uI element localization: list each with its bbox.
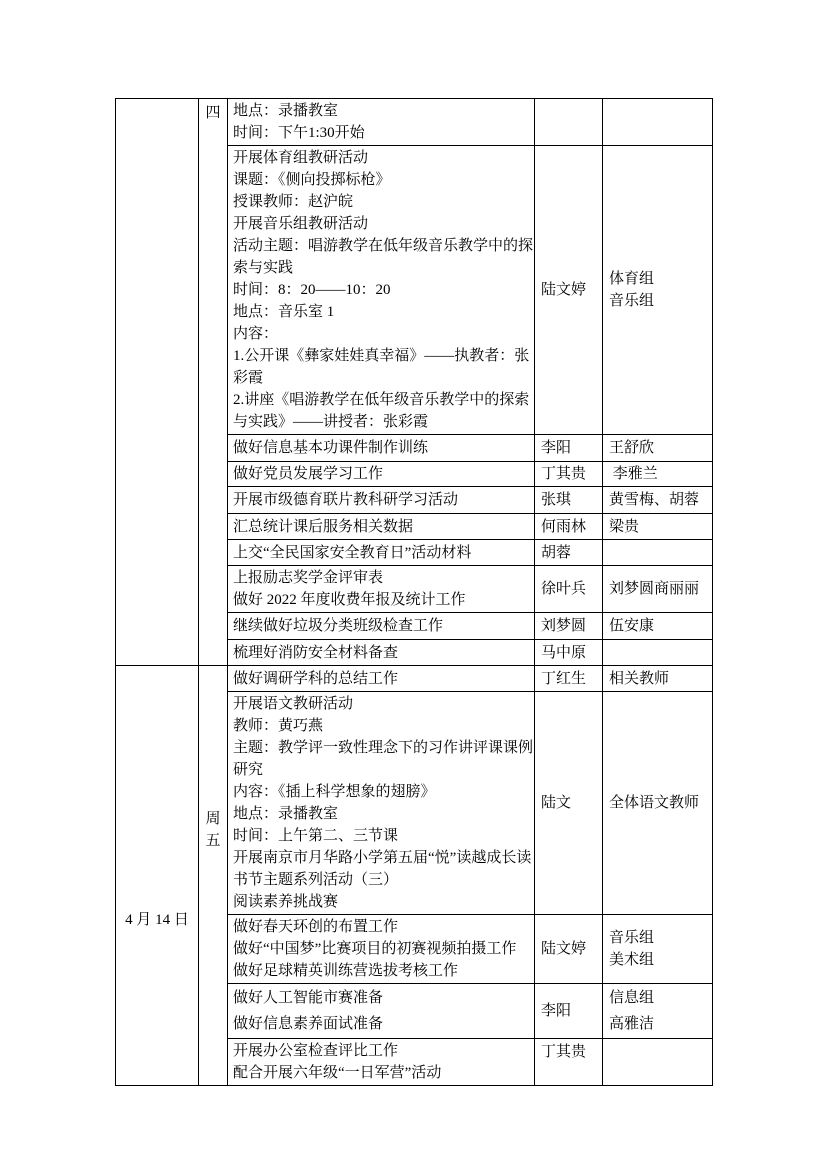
task-line: 内容：《插上科学想象的翅膀》 (233, 784, 436, 800)
task-cell (228, 566, 535, 613)
task-cell (228, 1039, 535, 1086)
task-cell (228, 146, 535, 435)
task-line: 教师：黄巧燕 (233, 718, 324, 734)
task-line: 地点：录播教室 (233, 806, 339, 822)
task-cell (228, 540, 535, 566)
table-row (116, 99, 713, 146)
task-line: 时间：下午1:30开始 (233, 125, 365, 141)
group-line: 信息组 (609, 990, 655, 1006)
task-cell (228, 487, 535, 514)
group-line: 全体语文教师 (609, 795, 700, 811)
weekday-line: 五 (205, 833, 221, 849)
task-line: 活动主题：唱游教学在低年级音乐教学中的探索与实践 (233, 238, 534, 276)
task-line: 上交“全民国家安全教育日”活动材料 (233, 544, 472, 561)
task-line: 1.公开课《彝家娃娃真幸福》——执教者：张彩霞 (233, 348, 530, 386)
task-line: 课题：《侧向投掷标枪》 (233, 172, 391, 188)
task-cell (228, 514, 535, 540)
weekday-line: 四 (205, 105, 221, 121)
group-line: 梁贵 (609, 518, 640, 535)
participant-group-cell (603, 984, 713, 1039)
responsible-person-cell (535, 99, 603, 146)
task-line: 继续做好垃圾分类班级检查工作 (233, 618, 444, 634)
group-line: 美术组 (609, 952, 655, 968)
participant-group-cell (603, 915, 713, 984)
group-line: 李雅兰 (609, 466, 658, 482)
group-line: 黄雪梅、胡蓉 (609, 492, 700, 508)
task-line: 汇总统计课后服务相关数据 (233, 518, 414, 535)
task-cell (228, 435, 535, 462)
participant-group-cell (603, 487, 713, 514)
date-cell (116, 99, 199, 666)
task-line: 做好人工智能市赛准备 (233, 990, 384, 1006)
participant-group-cell (603, 462, 713, 487)
responsible-person-cell: 陆文 (535, 692, 603, 915)
task-line: 时间：8：20——10：20 (233, 282, 391, 298)
task-line: 做好 2022 年度收费年报及统计工作 (233, 592, 466, 608)
participant-group-cell (603, 566, 713, 613)
task-line: 开展南京市月华路小学第五届“悦”读越成长读书节主题系列活动（三） (233, 850, 532, 888)
task-line: 地点：音乐室 1 (233, 304, 335, 320)
participant-group-cell (603, 1039, 713, 1086)
group-line: 体育组 (609, 271, 655, 287)
task-line: 上报励志奖学金评审表 (233, 570, 384, 586)
task-line: 做好信息素养面试准备 (233, 1016, 384, 1032)
schedule-table (115, 98, 713, 1086)
task-line: 做好党员发展学习工作 (233, 466, 384, 482)
task-line: 授课教师：赵沪皖 (233, 194, 354, 210)
task-cell (228, 915, 535, 984)
group-line: 音乐组 (609, 930, 655, 946)
responsible-person-cell: 马中原 (535, 640, 603, 666)
weekday-line: 周 (205, 811, 221, 827)
task-line: 做好调研学科的总结工作 (233, 670, 399, 687)
responsible-person-cell: 张琪 (535, 487, 603, 514)
responsible-person-cell: 李阳 (535, 435, 603, 462)
participant-group-cell (603, 640, 713, 666)
participant-group-cell (603, 613, 713, 640)
participant-group-cell (603, 435, 713, 462)
task-line: 做好“中国梦”比赛项目的初赛视频拍摄工作 (233, 941, 517, 957)
task-cell (228, 613, 535, 640)
task-cell (228, 99, 535, 146)
group-line: 音乐组 (609, 293, 655, 309)
responsible-person-cell: 刘梦圆 (535, 613, 603, 640)
responsible-person-cell: 胡蓉 (535, 540, 603, 566)
group-line: 伍安康 (609, 618, 655, 634)
responsible-person-cell: 丁其贵 (535, 462, 603, 487)
schedule-body (116, 99, 713, 1086)
participant-group-cell (603, 692, 713, 915)
responsible-person-cell: 丁红生 (535, 666, 603, 692)
task-cell (228, 984, 535, 1039)
task-line: 2.讲座《唱游教学在低年级音乐教学中的探索与实践》——讲授者：张彩霞 (233, 392, 530, 430)
task-cell (228, 640, 535, 666)
task-line: 开展音乐组教研活动 (233, 216, 369, 232)
task-line: 配合开展六年级“一日军营”活动 (233, 1065, 442, 1081)
group-line: 刘梦圆商丽丽 (609, 581, 700, 597)
task-line: 开展市级德育联片教科研学习活动 (233, 492, 459, 508)
table-row (116, 666, 713, 692)
participant-group-cell (603, 514, 713, 540)
participant-group-cell (603, 666, 713, 692)
responsible-person-cell: 李阳 (535, 984, 603, 1039)
group-line: 高雅洁 (609, 1016, 655, 1032)
responsible-person-cell: 陆文婷 (535, 915, 603, 984)
date-cell: 4 月 14 日 (116, 666, 199, 1086)
task-cell (228, 666, 535, 692)
responsible-person-cell: 何雨林 (535, 514, 603, 540)
participant-group-cell (603, 540, 713, 566)
participant-group-cell (603, 99, 713, 146)
task-line: 阅读素养挑战赛 (233, 894, 339, 910)
task-cell (228, 692, 535, 915)
task-line: 开展体育组教研活动 (233, 150, 369, 166)
task-line: 开展办公室检查评比工作 (233, 1043, 399, 1059)
group-line: 王舒欣 (609, 440, 655, 456)
task-line: 梳理好消防安全材料备查 (233, 644, 399, 661)
task-line: 地点：录播教室 (233, 103, 339, 119)
weekday-cell (199, 99, 228, 666)
group-line: 相关教师 (609, 670, 670, 687)
task-line: 时间：上午第二、三节课 (233, 828, 399, 844)
responsible-person-cell: 徐叶兵 (535, 566, 603, 613)
task-cell (228, 462, 535, 487)
task-line: 做好信息基本功课件制作训练 (233, 440, 429, 456)
task-line: 做好足球精英训练营选拔考核工作 (233, 963, 459, 979)
weekday-cell (199, 666, 228, 1086)
participant-group-cell (603, 146, 713, 435)
task-line: 做好春天环创的布置工作 (233, 919, 399, 935)
task-line: 开展语文教研活动 (233, 696, 354, 712)
responsible-person-cell: 陆文婷 (535, 146, 603, 435)
task-line: 内容： (233, 326, 279, 342)
task-line: 主题：教学评一致性理念下的习作讲评课课例研究 (233, 740, 534, 778)
responsible-person-cell: 丁其贵 (535, 1039, 603, 1086)
